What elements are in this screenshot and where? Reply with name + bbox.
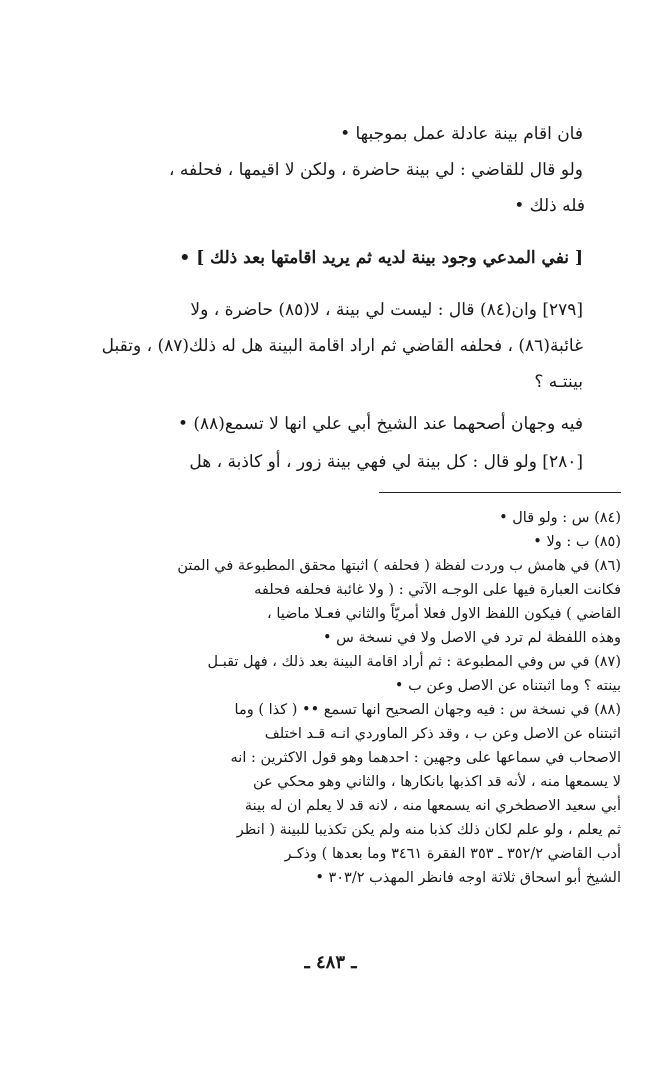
footnote-line: (٨٨) في نسخة س : فيه وجهان الصحيح انها تسمع •• ( كذا ) وما <box>234 702 621 718</box>
text-line: فله ذلك • <box>514 196 585 216</box>
text-line: ولو قال للقاضي : لي بينة حاضرة ، ولكن لا اقيمها ، فحلفه ، <box>168 160 583 180</box>
heading-text: [ نفي المدعي وجود بينة لديه ثم يريد اقامتها بعد ذلك ] • <box>179 248 583 268</box>
footnote-line: ثم يعلم ، ولو علم لكان ذلك كذبا منه ولم يكن تكذيبا للبينة ( انظر <box>236 822 621 838</box>
footnote-line: أدب القاضي ٣٥٢/٢ ـ ٣٥٣ الفقرة ٣٤٦١ وما بعدها ) وذكـر <box>284 846 621 862</box>
paragraph-280 <box>63 444 583 480</box>
footnote-line: فكانت العبارة فيها على الوجـه الآتي : ( ولا غائبة فحلفه فحلفه <box>254 582 621 598</box>
text-line: فان اقام بينة عادلة عمل بموجبها • <box>340 124 583 144</box>
footnote-line: الاصحاب في سماعها على وجهين : احدهما وهو قول الاكثرين : انه <box>230 750 621 766</box>
footnote-line: (٨٦) في هامش ب وردت لفظة ( فحلفه ) اثبتها محقق المطبوعة في المتن <box>177 558 621 574</box>
footnote-divider <box>379 492 621 493</box>
text-line: [٢٧٩] وان(٨٤) قال : ليست لي بينة ، لا(٨٥) حاضرة ، ولا <box>190 300 583 320</box>
text-line: [٢٨٠] ولو قال : كل بينة لي فهي بينة زور ، أو كاذبة ، هل <box>189 452 583 472</box>
footnote-line: الشيخ أبو اسحاق ثلاثة اوجه فانظر المهذب ٣٠٣/٢ • <box>315 870 621 886</box>
footnote-line: القاضي ) فيكون اللفظ الاول فعلا أمريّاً والثاني فعـلا ماضيا ، <box>267 606 621 622</box>
section-heading <box>63 240 583 276</box>
footnote-line: لا يسمعها منه ، لأنه قد اكذبها بانكارها ، والثاني وهو محكي عن <box>252 774 621 790</box>
paragraph-2 <box>63 152 583 224</box>
footnote-line: اثبتناه عن الاصل وعن ب ، وقد ذكر الماوردي انـه قـد اختلف <box>264 726 621 742</box>
footnote-line: أبي سعيد الاصطخري انه يسمعها منه ، لانه قد لا يعلم ان له بينة <box>244 798 621 814</box>
page-number: ـ ٤٨٣ ـ <box>304 952 357 973</box>
footnote-line: (٨٧) في س وفي المطبوعة : ثم أراد اقامة البينة بعد ذلك ، فهل تقبـل <box>207 654 621 670</box>
paragraph-279 <box>63 292 583 400</box>
footnotes <box>39 506 621 890</box>
text-line: غائبة(٨٦) ، فحلفه القاضي ثم اراد اقامة البينة هل له ذلك(٨٧) ، وتقبل <box>101 336 583 356</box>
footnote-line: بينته ؟ وما اثبتناه عن الاصل وعن ب • <box>394 678 621 694</box>
footnote-line: (٨٤) س : ولو قال • <box>499 510 621 526</box>
text-line: فيه وجهان أصحهما عند الشيخ أبي علي انها لا تسمع(٨٨) • <box>177 414 583 434</box>
footnote-line: وهذه اللفظة لم ترد في الاصل ولا في نسخة س • <box>322 630 621 646</box>
paragraph-1 <box>63 116 583 152</box>
paragraph-answer <box>63 406 583 442</box>
footnote-line: (٨٥) ب : ولا • <box>533 534 621 550</box>
text-line: بينتـه ؟ <box>534 372 583 392</box>
